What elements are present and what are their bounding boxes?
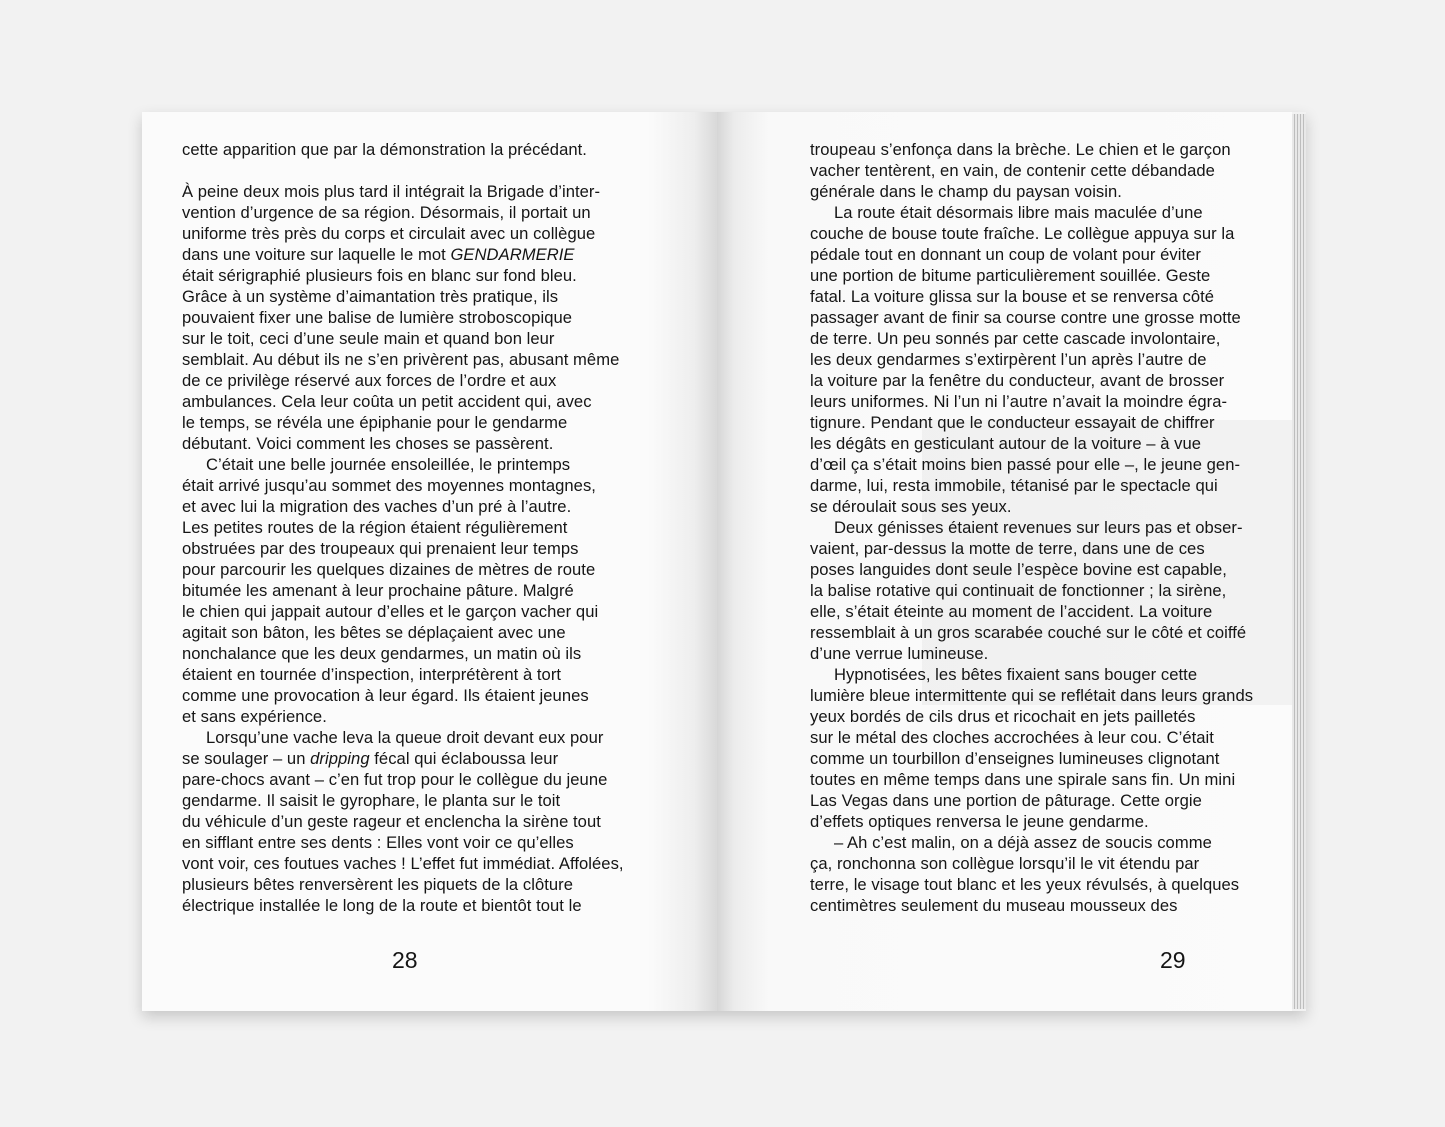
text-line: gendarme. Il saisit le gyrophare, le planta sur le toit (182, 791, 561, 810)
text-line: La route était désormais libre mais maculée d’une (834, 203, 1203, 222)
text-line: vont voir, ces foutues vaches ! L’effet fut immédiat. Affolées, (182, 854, 624, 873)
right-page (717, 112, 1292, 1011)
text-line: d’œil ça s’était moins bien passé pour elle –, le jeune gen- (810, 455, 1241, 474)
text-line: plusieurs bêtes renversèrent les piquets de la clôture (182, 875, 574, 894)
text-line: le temps, se révéla une épiphanie pour le gendarme (182, 413, 568, 432)
text-line: les dégâts en gesticulant autour de la voiture – à vue (810, 434, 1202, 453)
text-line: cette apparition que par la démonstration la précédant. (182, 140, 587, 159)
text-line: vaient, par-dessus la motte de terre, dans une de ces (810, 539, 1205, 558)
text-line: ambulances. Cela leur coûta un petit accident qui, avec (182, 392, 592, 411)
text-line: sur le toit, ceci d’une seule main et quand bon leur (182, 329, 555, 348)
text-line: couche de bouse toute fraîche. Le collègue appuya sur la (810, 224, 1235, 243)
text-line: pédale tout en donnant un coup de volant pour éviter (810, 245, 1202, 264)
text-run: se soulager – un (182, 749, 311, 768)
text-line: obstruées par des troupeaux qui prenaient leur temps (182, 539, 579, 558)
text-line: de terre. Un peu sonnés par cette cascade involontaire, (810, 329, 1221, 348)
text-line: leurs uniformes. Ni l’un ni l’autre n’avait la moindre égra- (810, 392, 1228, 411)
left-page-text (182, 139, 622, 916)
text-line: d’effets optiques renversa le jeune gendarme. (810, 812, 1149, 831)
text-line: – Ah c’est malin, on a déjà assez de soucis comme (834, 833, 1212, 852)
text-line: était sérigraphié plusieurs fois en blanc sur fond bleu. (182, 266, 577, 285)
text-line: pare-chocs avant – c’en fut trop pour le collègue du jeune (182, 770, 608, 789)
text-line: passager avant de finir sa course contre une grosse motte (810, 308, 1241, 327)
text-line: et avec lui la migration des vaches d’un pré à l’autre. (182, 497, 572, 516)
emphasis-dripping: dripping (310, 749, 370, 768)
text-line (182, 244, 622, 265)
text-line: les deux gendarmes s’extirpèrent l’un après l’autre de (810, 350, 1207, 369)
text-run: fécal qui éclaboussa leur (369, 749, 559, 768)
text-line: en sifflant entre ses dents : Elles vont voir ce qu’elles (182, 833, 574, 852)
text-line: se déroulait sous ses yeux. (810, 497, 1012, 516)
text-run: dans une voiture sur laquelle le mot (182, 245, 451, 264)
text-line: le chien qui jappait autour d’elles et le garçon vacher qui (182, 602, 599, 621)
text-line: terre, le visage tout blanc et les yeux révulsés, à quelques (810, 875, 1240, 894)
text-line: yeux bordés de cils drus et ricochait en jets pailletés (810, 707, 1196, 726)
text-line: elle, s’était éteinte au moment de l’accident. La voiture (810, 602, 1213, 621)
text-line: comme une provocation à leur égard. Ils étaient jeunes (182, 686, 589, 705)
emphasis-gendarmerie: GENDARMERIE (450, 245, 575, 264)
text-line: comme un tourbillon d’enseignes lumineuses clignotant (810, 749, 1220, 768)
text-line: agitait son bâton, les bêtes se déplaçaient avec une (182, 623, 566, 642)
text-line: fatal. La voiture glissa sur la bouse et se renversa côté (810, 287, 1215, 306)
open-book (142, 112, 1306, 1011)
text-line: Grâce à un système d’aimantation très pratique, ils (182, 287, 559, 306)
text-line: pour parcourir les quelques dizaines de mètres de route (182, 560, 596, 579)
text-line: nonchalance que les deux gendarmes, un matin où ils (182, 644, 582, 663)
text-line: poses languides dont seule l’espèce bovine est capable, (810, 560, 1227, 579)
text-line: Lorsqu’une vache leva la queue droit devant eux pour (206, 728, 604, 747)
text-line: la balise rotative qui continuait de fonctionner ; la sirène, (810, 581, 1227, 600)
text-line: du véhicule d’un geste rageur et enclencha la sirène tout (182, 812, 601, 831)
text-line: vacher tentèrent, en vain, de contenir cette débandade (810, 161, 1215, 180)
text-line: bitumée les amenant à leur prochaine pâture. Malgré (182, 581, 574, 600)
text-line: Les petites routes de la région étaient régulièrement (182, 518, 568, 537)
text-line: tignure. Pendant que le conducteur essayait de chiffrer (810, 413, 1215, 432)
text-line: centimètres seulement du museau mousseux des (810, 896, 1178, 915)
text-line: uniforme très près du corps et circulait avec un collègue (182, 224, 596, 243)
text-line: était arrivé jusqu’au sommet des moyennes montagnes, (182, 476, 596, 495)
text-line: darme, lui, resta immobile, tétanisé par le spectacle qui (810, 476, 1218, 495)
text-line: semblait. Au début ils ne s’en privèrent pas, abusant même (182, 350, 620, 369)
text-line: générale dans le champ du paysan voisin. (810, 182, 1122, 201)
text-line: lumière bleue intermittente qui se reflétait dans leurs grands (810, 686, 1254, 705)
text-line: ressemblait à un gros scarabée couché sur le côté et coiffé (810, 623, 1247, 642)
text-line: Deux génisses étaient revenues sur leurs pas et obser- (834, 518, 1243, 537)
text-line: ça, ronchonna son collègue lorsqu’il le vit étendu par (810, 854, 1200, 873)
left-page (142, 112, 717, 1011)
text-line: et sans expérience. (182, 707, 327, 726)
text-line: de ce privilège réservé aux forces de l’ordre et aux (182, 371, 557, 390)
text-line: Hypnotisées, les bêtes fixaient sans bouger cette (834, 665, 1198, 684)
text-line: sur le métal des cloches accrochées à leur cou. C’était (810, 728, 1214, 747)
right-page-text (810, 139, 1260, 916)
text-line: étaient en tournée d’inspection, interprétèrent à tort (182, 665, 562, 684)
text-line: troupeau s’enfonça dans la brèche. Le chien et le garçon (810, 140, 1231, 159)
text-line: Las Vegas dans une portion de pâturage. Cette orgie (810, 791, 1202, 810)
text-line: toutes en même temps dans une spirale sans fin. Un mini (810, 770, 1236, 789)
page-number-right: 29 (1160, 947, 1186, 973)
text-line: la voiture par la fenêtre du conducteur, avant de brosser (810, 371, 1225, 390)
text-line: une portion de bitume particulièrement souillée. Geste (810, 266, 1211, 285)
text-line: C’était une belle journée ensoleillée, le printemps (206, 455, 571, 474)
text-line (182, 748, 622, 769)
text-line: d’une verrue lumineuse. (810, 644, 989, 663)
text-line: électrique installée le long de la route et bientôt tout le (182, 896, 582, 915)
text-line: pouvaient fixer une balise de lumière stroboscopique (182, 308, 573, 327)
page-edges (1292, 114, 1306, 1009)
text-line: vention d’urgence de sa région. Désormais, il portait un (182, 203, 591, 222)
text-line: débutant. Voici comment les choses se passèrent. (182, 434, 554, 453)
text-line: À peine deux mois plus tard il intégrait la Brigade d’inter- (182, 182, 601, 201)
page-number-left: 28 (392, 947, 418, 973)
